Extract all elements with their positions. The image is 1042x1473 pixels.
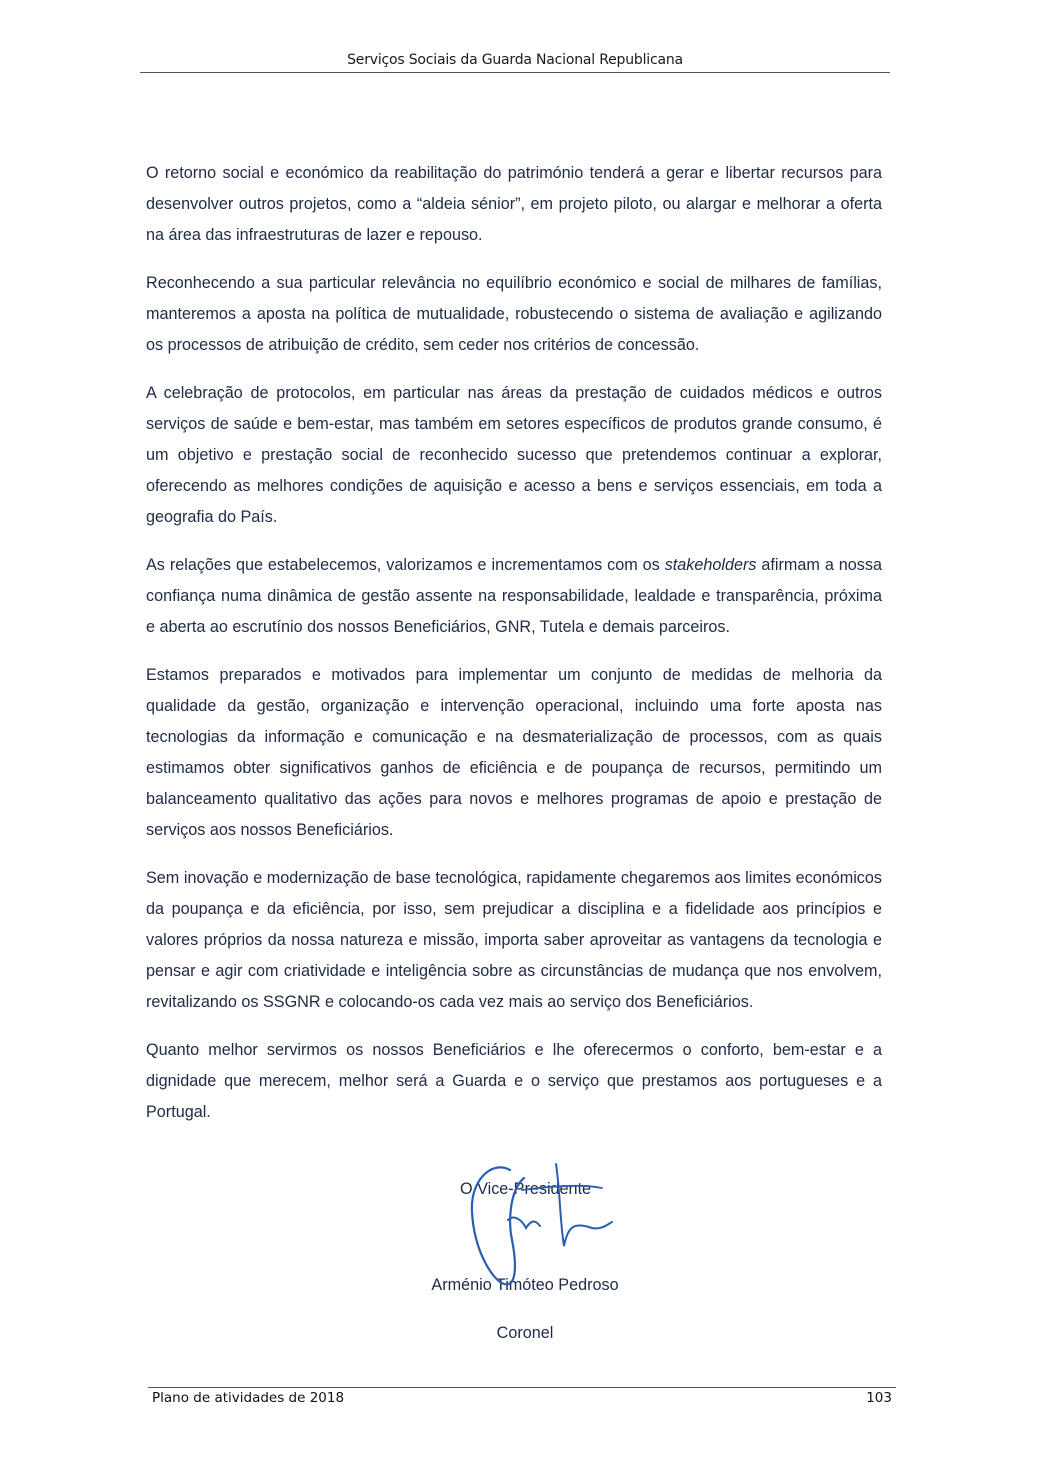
paragraph-4-start: As relações que estabelecemos, valorizamos e incrementamos com os: [146, 556, 665, 574]
paragraph-1: O retorno social e económico da reabilitação do património tenderá a gerar e libertar recursos para desenvolver outros projetos, como a “aldeia sénior”, em projeto piloto, ou alargar e melhorar a oferta na área das infraestruturas de lazer e repouso.: [146, 164, 882, 244]
paragraph-6: Sem inovação e modernização de base tecnológica, rapidamente chegaremos aos limites económicos da poupança e da eficiência, por isso, sem prejudicar a disciplina e a fidelidade aos princípios e valores próprios da nossa natureza e missão, importa saber aproveitar as vantagens da tecnologia e pensar e agir com criatividade e inteligência sobre as circunstâncias de mudança que nos envolvem, revitalizando os SSGNR e colocando-os cada vez mais ao serviço dos Beneficiários.: [146, 869, 882, 1011]
paragraph-5: Estamos preparados e motivados para implementar um conjunto de medidas de melhoria da qualidade da gestão, organização e intervenção operacional, incluindo uma forte aposta nas tecnologias da informação e comunicação e na desmaterialização de processos, com as quais estimamos obter significativos ganhos de eficiência e de poupança de recursos, permitindo um balanceamento qualitativo das ações para novos e melhores programas de apoio e prestação de serviços aos nossos Beneficiários.: [146, 666, 882, 839]
paragraph-4-end: afirmam a nossa confiança numa dinâmica de gestão assente na responsabilidade, lealdade e transparência, próxima e aberta ao escrutínio dos nossos Beneficiários, GNR, Tutela e demais parceiros.: [146, 556, 882, 636]
handwritten-signature: [452, 1150, 632, 1310]
page-header-title: Serviços Sociais da Guarda Nacional Republicana: [347, 52, 683, 68]
stakeholders-emphasis: stakeholders: [664, 556, 757, 574]
header-rule: [140, 72, 890, 73]
signatory-name: Arménio Timóteo Pedroso: [431, 1276, 619, 1294]
body-text: [146, 158, 882, 1128]
paragraph-3: A celebração de protocolos, em particular nas áreas da prestação de cuidados médicos e outros serviços de saúde e bem-estar, mas também em setores específicos de produtos grande consumo, é um objetivo e prestação social de reconhecido sucesso que pretendemos continuar a explorar, oferecendo as melhores condições de aquisição e acesso a bens e serviços essenciais, em toda a geografia do País.: [146, 384, 882, 526]
paragraph-2: Reconhecendo a sua particular relevância no equilíbrio económico e social de milhares de famílias, manteremos a aposta na política de mutualidade, robustecendo o sistema de avaliação e agilizando os processos de atribuição de crédito, sem ceder nos critérios de concessão.: [146, 274, 882, 354]
signatory-title: O Vice-Presidente: [460, 1180, 592, 1198]
footer-document-title: Plano de atividades de 2018: [152, 1390, 345, 1406]
paragraph-7: Quanto melhor servirmos os nossos Beneficiários e lhe oferecermos o conforto, bem-estar e a dignidade que merecem, melhor será a Guarda e o serviço que prestamos aos portugueses e a Portugal.: [146, 1041, 882, 1121]
footer-rule: [148, 1387, 896, 1388]
footer-page-number: 103: [866, 1390, 892, 1406]
signatory-rank: Coronel: [496, 1324, 554, 1342]
paragraph-4: [146, 550, 882, 643]
